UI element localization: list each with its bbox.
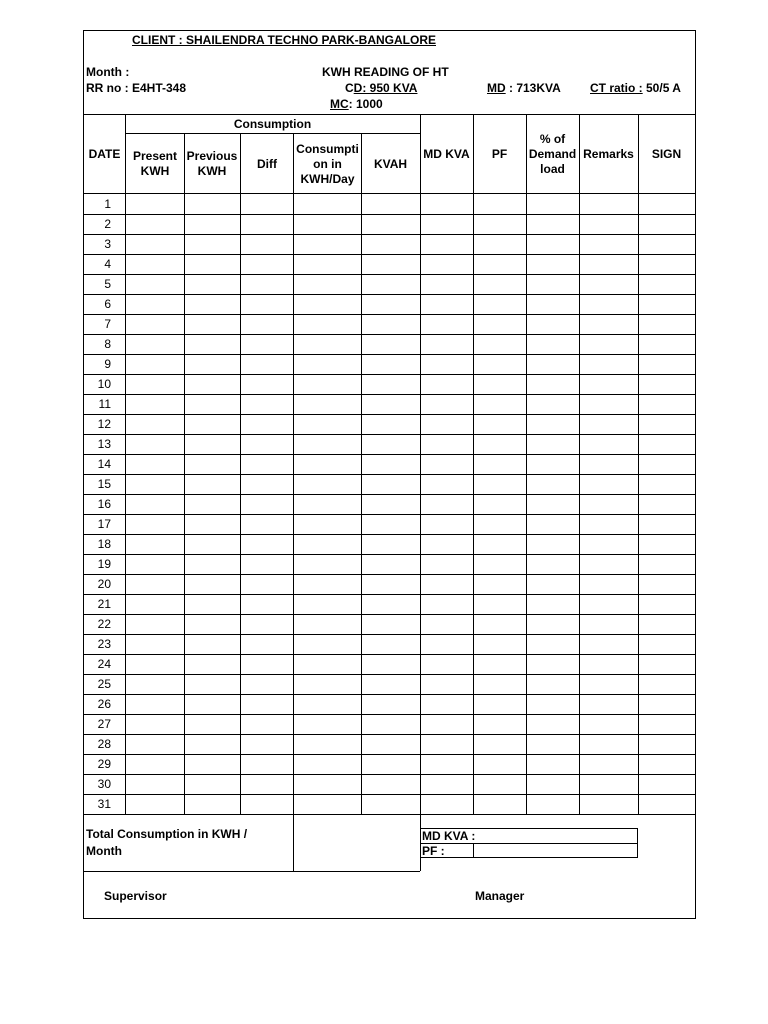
- kwh-reading-heading: KWH READING OF HT: [322, 65, 449, 79]
- row-date-number: 23: [97, 637, 111, 651]
- table-row: [84, 254, 695, 274]
- col-header-sign: SIGN: [651, 146, 682, 161]
- kwh-reading-form: [83, 30, 696, 919]
- row-date-number: 9: [104, 357, 111, 371]
- footer-divider: [293, 814, 294, 871]
- row-date-number: 24: [97, 657, 111, 671]
- row-date-number: 19: [97, 557, 111, 571]
- cd-value: D: 950 KVA: [353, 81, 418, 95]
- row-date-number: 6: [104, 297, 111, 311]
- table-row: [84, 194, 695, 214]
- row-date-number: 13: [97, 437, 111, 451]
- ct-ratio-field: [590, 81, 681, 95]
- md-kva-summary-label: MD KVA :: [422, 829, 476, 843]
- col-header-demand-load: % of Demand load: [528, 131, 577, 176]
- md-pf-divider: [420, 843, 638, 844]
- row-date-number: 18: [97, 537, 111, 551]
- table-row: [84, 714, 695, 734]
- table-row: [84, 274, 695, 294]
- supervisor-label: Supervisor: [104, 889, 167, 903]
- table-row: [84, 454, 695, 474]
- table-row: [84, 674, 695, 694]
- table-bottom-border: [84, 814, 695, 815]
- col-header-previous-kwh: Previous KWH: [186, 149, 238, 178]
- table-row: [84, 514, 695, 534]
- row-date-number: 20: [97, 577, 111, 591]
- pf-summary-label: PF :: [422, 844, 445, 858]
- col-header-remarks: Remarks: [583, 146, 634, 161]
- table-row: [84, 754, 695, 774]
- row-date-number: 17: [97, 517, 111, 531]
- table-row: [84, 474, 695, 494]
- table-row: [84, 634, 695, 654]
- table-row: [84, 294, 695, 314]
- table-row: [84, 614, 695, 634]
- table-row: [84, 594, 695, 614]
- md-label: MD: [487, 81, 506, 95]
- consumption-group-divider: [125, 133, 420, 134]
- mc-label: MC: [330, 97, 349, 111]
- row-date-number: 8: [104, 337, 111, 351]
- cd-field: [345, 81, 417, 95]
- row-date-number: 21: [97, 597, 111, 611]
- table-row: [84, 394, 695, 414]
- month-label: Month :: [86, 65, 130, 79]
- md-field: [487, 81, 561, 95]
- table-row: [84, 734, 695, 754]
- row-date-number: 25: [97, 677, 111, 691]
- col-header-consumption-per-day: Consumpti on in KWH/Day: [296, 141, 359, 186]
- row-date-number: 11: [98, 397, 111, 411]
- row-date-number: 12: [97, 417, 111, 431]
- table-row: [84, 374, 695, 394]
- table-row: [84, 534, 695, 554]
- client-title: CLIENT : SHAILENDRA TECHNO PARK-BANGALORE: [132, 33, 436, 47]
- table-row: [84, 434, 695, 454]
- col-header-pf: PF: [491, 146, 508, 161]
- table-row: [84, 414, 695, 434]
- row-date-number: 3: [104, 237, 111, 251]
- row-date-number: 29: [97, 757, 111, 771]
- table-row: [84, 314, 695, 334]
- col-header-md-kva: MD KVA: [423, 146, 470, 161]
- col-header-kvah: KVAH: [373, 156, 408, 171]
- table-row: [84, 214, 695, 234]
- row-date-number: 30: [97, 777, 111, 791]
- table-row: [84, 794, 695, 814]
- table-row: [84, 234, 695, 254]
- total-consumption-label: Total Consumption in KWH / Month: [86, 827, 248, 858]
- table-row: [84, 334, 695, 354]
- pf-value-divider: [473, 843, 474, 858]
- col-group-consumption: Consumption: [233, 116, 312, 131]
- row-date-number: 28: [97, 737, 111, 751]
- manager-label: Manager: [475, 889, 525, 903]
- ct-ratio-value: 50/5 A: [642, 81, 681, 95]
- row-date-number: 26: [97, 697, 111, 711]
- table-row: [84, 774, 695, 794]
- ct-ratio-label: CT ratio :: [590, 81, 643, 95]
- row-date-number: 10: [97, 377, 111, 391]
- table-row: [84, 694, 695, 714]
- row-date-number: 5: [104, 277, 111, 291]
- row-date-number: 16: [97, 497, 111, 511]
- mc-value: : 1000: [348, 97, 383, 111]
- footer-total-bottom-border: [84, 871, 420, 872]
- rr-number: RR no : E4HT-348: [86, 81, 187, 95]
- col-header-date: DATE: [88, 146, 121, 161]
- row-date-number: 14: [97, 457, 111, 471]
- col-header-diff: Diff: [257, 156, 277, 171]
- table-row: [84, 354, 695, 374]
- row-date-number: 15: [97, 477, 111, 491]
- row-date-number: 22: [97, 617, 111, 631]
- table-row: [84, 574, 695, 594]
- cd-prefix: C: [345, 81, 354, 95]
- row-date-number: 27: [97, 717, 111, 731]
- md-value: : 713KVA: [505, 81, 561, 95]
- table-row: [84, 494, 695, 514]
- col-header-present-kwh: Present KWH: [132, 149, 178, 178]
- row-date-number: 31: [97, 797, 111, 811]
- row-date-number: 1: [104, 197, 111, 211]
- table-row: [84, 554, 695, 574]
- mc-field: [330, 97, 383, 111]
- row-date-number: 4: [104, 257, 111, 271]
- table-row: [84, 654, 695, 674]
- row-date-number: 7: [104, 317, 111, 331]
- row-date-number: 2: [104, 217, 111, 231]
